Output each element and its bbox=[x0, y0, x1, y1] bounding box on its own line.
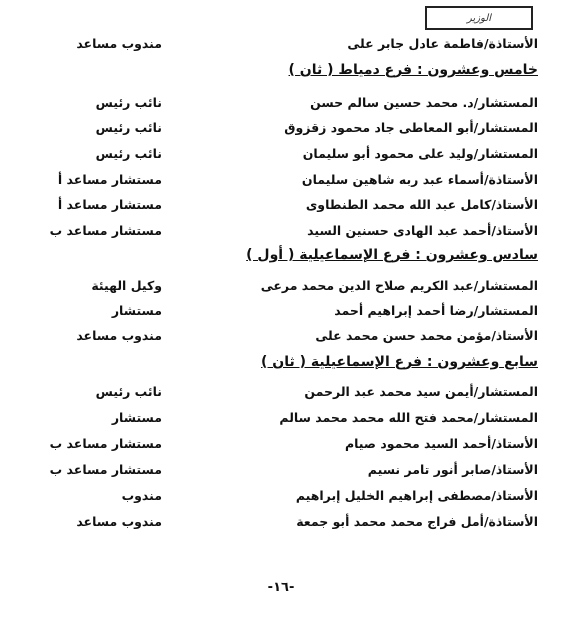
person-name: الأستاذ/مصطفى إبراهيم الخليل إبراهيم bbox=[295, 488, 538, 503]
person-name: الأستاذة/فاطمة عادل جابر على bbox=[347, 36, 538, 51]
list-item bbox=[0, 170, 562, 192]
person-title: مستشار مساعد ب bbox=[49, 223, 162, 238]
person-title: نائب رئيس bbox=[95, 120, 162, 135]
person-title: مندوب مساعد bbox=[76, 328, 162, 343]
person-name: الأستاذة/أمل فراج محمد محمد أبو جمعة bbox=[296, 514, 538, 529]
list-item bbox=[0, 408, 562, 430]
person-title: مستشار bbox=[111, 410, 162, 425]
section-title: سادس وعشرون : فرع الإسماعيلية ( أول ) bbox=[246, 247, 538, 263]
header-text: الوزير bbox=[466, 12, 492, 24]
person-name: المستشار/رضا أحمد إبراهيم أحمد bbox=[334, 303, 538, 318]
section-heading-damietta-2 bbox=[0, 62, 562, 86]
person-name: الأستاذة/أسماء عبد ربه شاهين سليمان bbox=[301, 172, 538, 187]
person-title: مستشار مساعد أ bbox=[57, 197, 162, 212]
person-name: الأستاذ/مؤمن محمد حسن محمد على bbox=[315, 328, 538, 343]
person-title: مستشار مساعد أ bbox=[57, 172, 162, 187]
person-name: الأستاذ/أحمد عبد الهادى حسنين السيد bbox=[307, 223, 538, 238]
list-item bbox=[0, 34, 562, 56]
person-name: المستشار/عبد الكريم صلاح الدين محمد مرعى bbox=[260, 278, 538, 293]
list-item bbox=[0, 326, 562, 348]
person-title: مستشار مساعد ب bbox=[49, 436, 162, 451]
list-item bbox=[0, 276, 562, 298]
person-title: مندوب مساعد bbox=[76, 514, 162, 529]
person-name: الأستاذ/كامل عبد الله محمد الطنطاوى bbox=[305, 197, 538, 212]
header-stamp bbox=[425, 6, 533, 30]
person-name: المستشار/د. محمد حسين سالم حسن bbox=[310, 95, 538, 110]
list-item bbox=[0, 195, 562, 217]
list-item bbox=[0, 221, 562, 243]
list-item bbox=[0, 512, 562, 534]
section-title: سابع وعشرون : فرع الإسماعيلية ( ثان ) bbox=[261, 354, 538, 370]
list-item bbox=[0, 144, 562, 166]
person-name: الأستاذ/أحمد السيد محمود صيام bbox=[344, 436, 538, 451]
person-title: مستشار مساعد ب bbox=[49, 462, 162, 477]
person-title: نائب رئيس bbox=[95, 95, 162, 110]
list-item bbox=[0, 118, 562, 140]
person-title: نائب رئيس bbox=[95, 384, 162, 399]
person-title: مندوب مساعد bbox=[76, 36, 162, 51]
person-title: وكيل الهيئة bbox=[91, 278, 162, 293]
list-item bbox=[0, 486, 562, 508]
person-name: الأستاذ/صابر أنور تامر نسيم bbox=[367, 462, 538, 477]
person-title: مستشار bbox=[111, 303, 162, 318]
page-number: -١٦- bbox=[267, 580, 295, 595]
list-item bbox=[0, 434, 562, 456]
person-title: نائب رئيس bbox=[95, 146, 162, 161]
section-heading-ismailia-1 bbox=[0, 247, 562, 271]
person-title: مندوب bbox=[121, 488, 162, 503]
list-item bbox=[0, 301, 562, 323]
person-name: المستشار/محمد فتح الله محمد محمد سالم bbox=[279, 410, 538, 425]
section-heading-ismailia-2 bbox=[0, 354, 562, 378]
list-item bbox=[0, 460, 562, 482]
list-item bbox=[0, 93, 562, 115]
person-name: المستشار/أبو المعاطى جاد محمود زقزوق bbox=[284, 120, 538, 135]
person-name: المستشار/وليد على محمود أبو سليمان bbox=[302, 146, 538, 161]
section-title: خامس وعشرون : فرع دمياط ( ثان ) bbox=[288, 62, 538, 78]
list-item bbox=[0, 382, 562, 404]
person-name: المستشار/أيمن سيد محمد عبد الرحمن bbox=[304, 384, 538, 399]
